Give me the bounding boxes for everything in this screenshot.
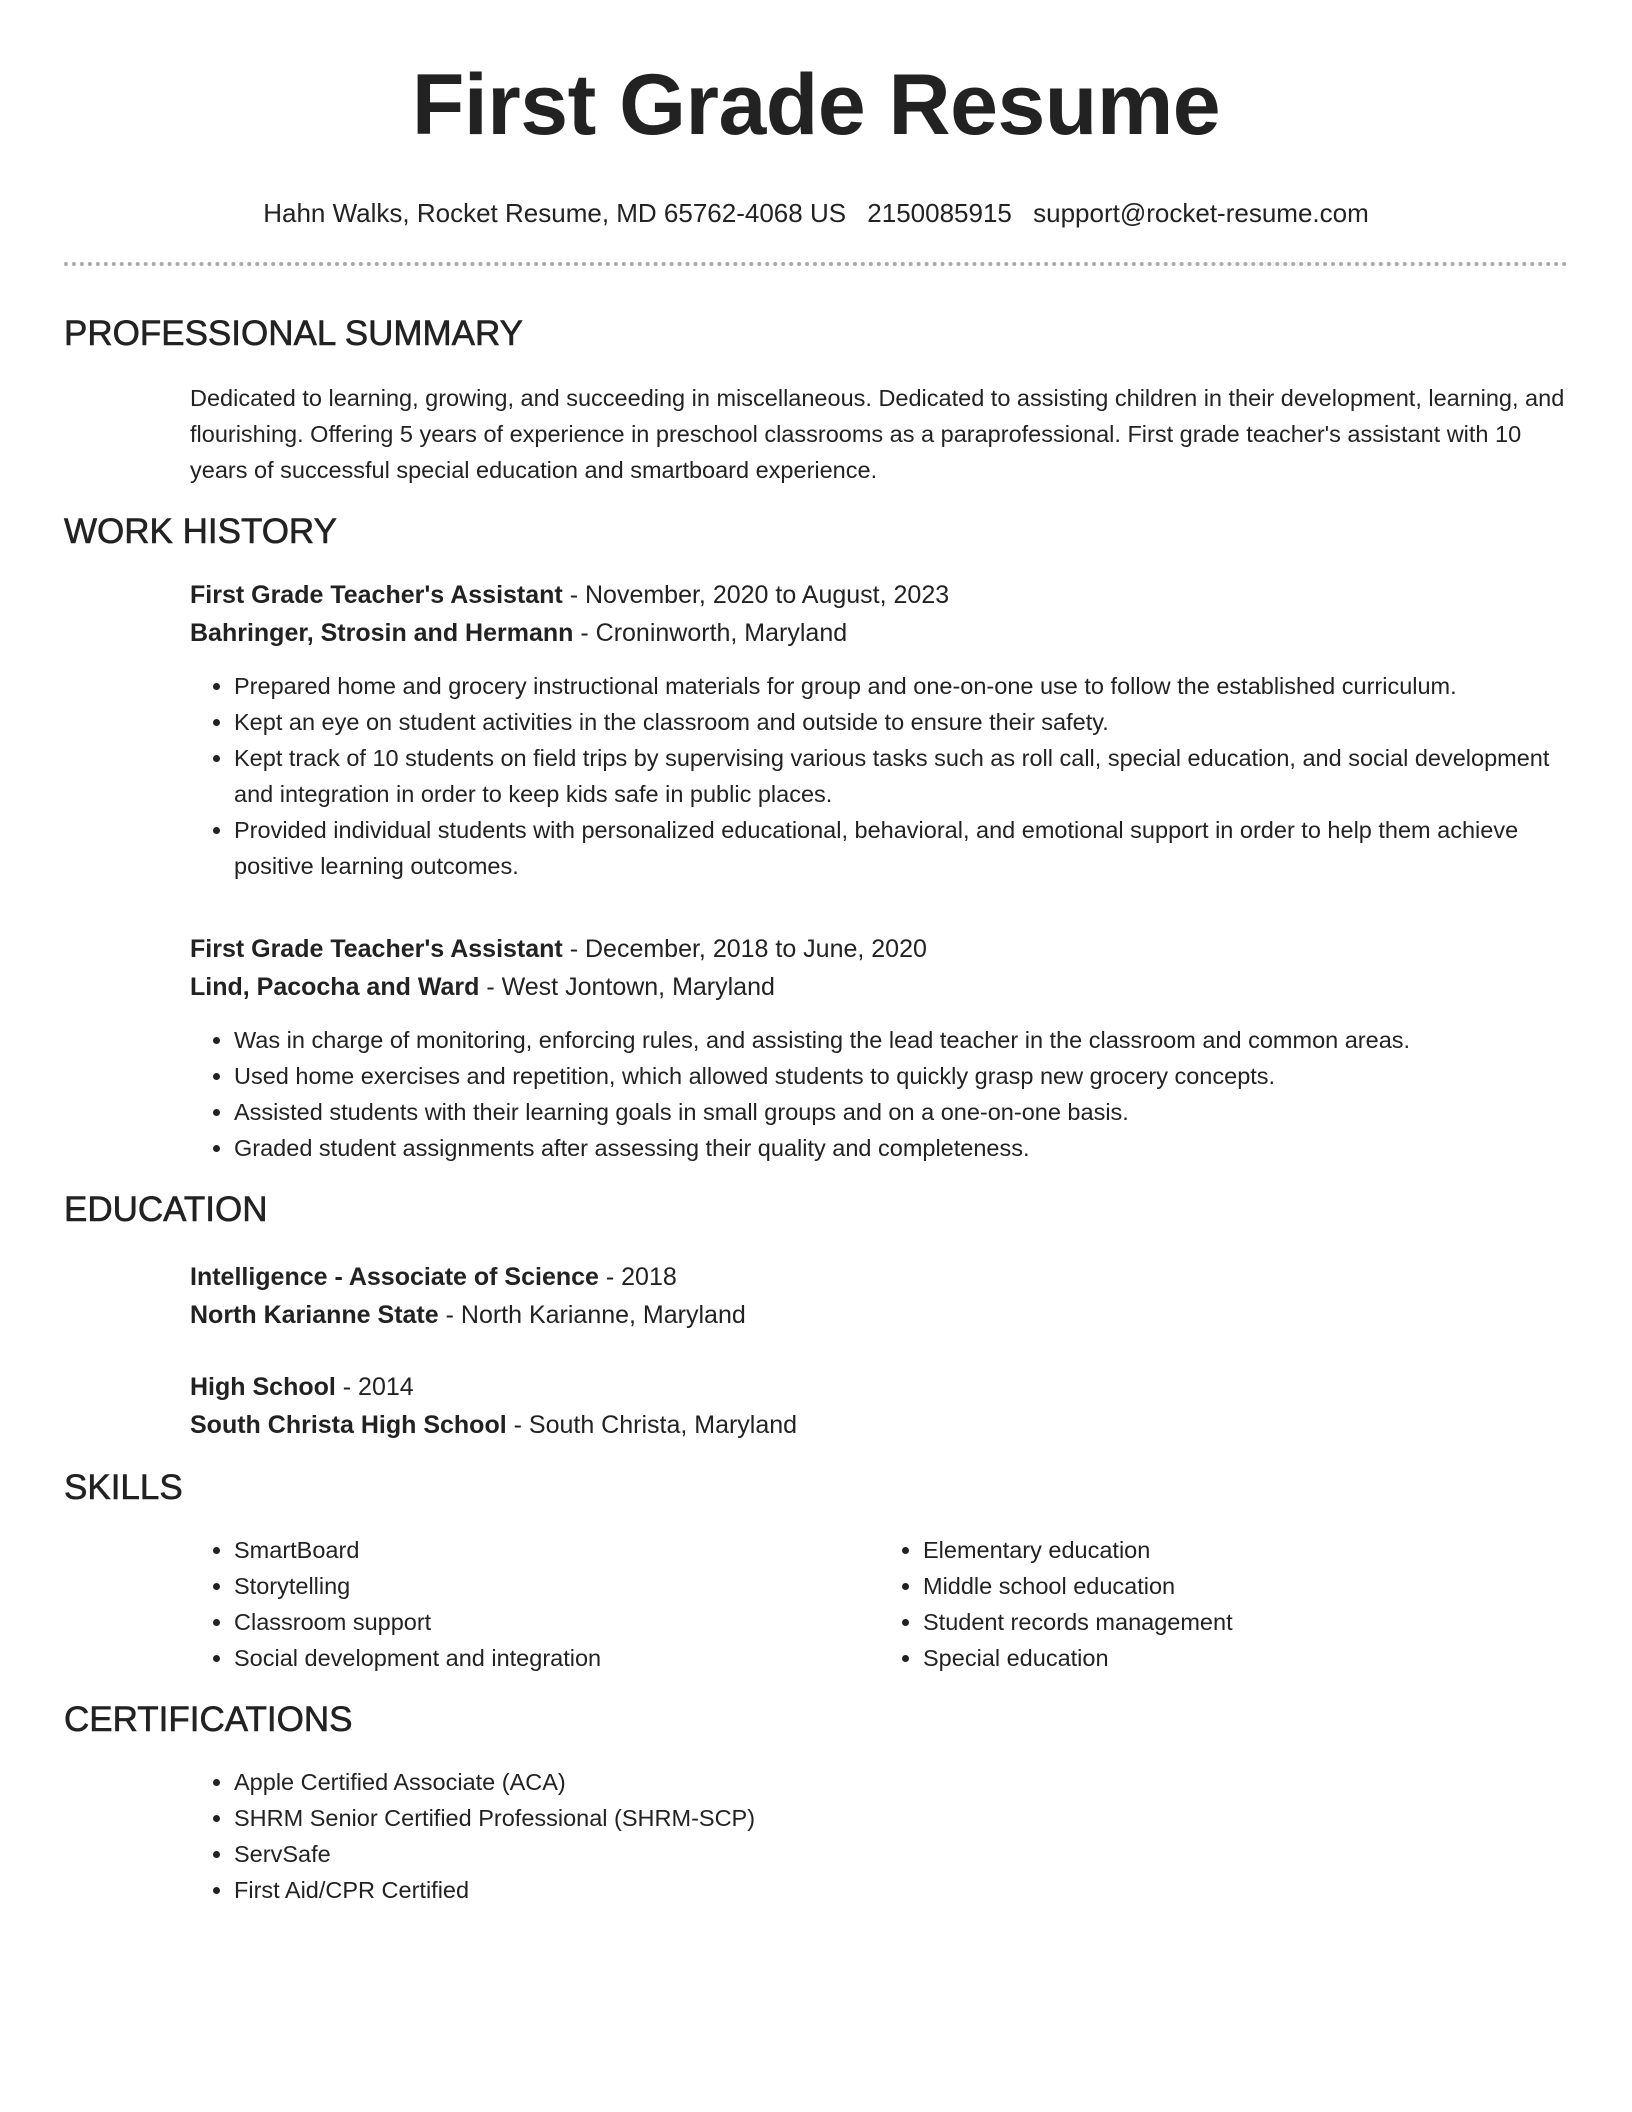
job-company-line — [190, 968, 1568, 1006]
contact-line — [64, 197, 1568, 229]
list-item: • Graded student assignments after assessing their quality and completeness. — [234, 1130, 1568, 1166]
list-item: • Social development and integration — [234, 1640, 879, 1676]
job-entry — [64, 576, 1568, 884]
education-school-line — [190, 1406, 1568, 1444]
list-item: • Was in charge of monitoring, enforcing rules, and assisting the lead teacher in the classroom and common areas. — [234, 1022, 1568, 1058]
job-title: First Grade Teacher's Assistant — [190, 581, 563, 609]
job-duties-list — [190, 1022, 1568, 1166]
certifications-heading: CERTIFICATIONS — [64, 1700, 353, 1739]
resume-title: First Grade Resume — [411, 57, 1221, 153]
education-heading: EDUCATION — [64, 1190, 268, 1229]
list-item: • First Aid/CPR Certified — [234, 1872, 1568, 1908]
list-item: • Prepared home and grocery instructional materials for group and one-on-one use to follow the established curriculum. — [234, 668, 1568, 704]
list-item: • Apple Certified Associate (ACA) — [234, 1764, 1568, 1800]
summary-text: Dedicated to learning, growing, and succeeding in miscellaneous. Dedicated to assisting children in their development, learning, and flourishing. Offering 5 years of experience in preschool classrooms as a paraprofessional. First grade teacher's assistant with 10 years of successful special education and smartboard experience. — [190, 385, 1565, 483]
summary-heading: PROFESSIONAL SUMMARY — [64, 314, 523, 353]
list-item: • ServSafe — [234, 1836, 1568, 1872]
skills-list-left — [190, 1532, 879, 1676]
job-duties-list — [190, 668, 1568, 884]
header-divider — [64, 262, 1568, 266]
contact-email: support@rocket-resume.com — [1033, 198, 1369, 228]
job-title: First Grade Teacher's Assistant — [190, 935, 563, 963]
education-location: - South Christa, Maryland — [506, 1411, 798, 1439]
job-company-line — [190, 614, 1568, 652]
list-item: • Student records management — [923, 1604, 1568, 1640]
certifications-section — [64, 1698, 1568, 1908]
skills-list-right — [879, 1532, 1568, 1676]
list-item: • Classroom support — [234, 1604, 879, 1640]
education-school-line — [190, 1296, 1568, 1334]
job-company: Lind, Pacocha and Ward — [190, 973, 480, 1001]
work-history-section — [64, 510, 1568, 1166]
skills-heading: SKILLS — [64, 1468, 183, 1507]
list-item: • Elementary education — [923, 1532, 1568, 1568]
work-history-heading: WORK HISTORY — [64, 512, 337, 551]
education-degree-line — [190, 1368, 1568, 1406]
job-company: Bahringer, Strosin and Hermann — [190, 619, 574, 647]
list-item: • SmartBoard — [234, 1532, 879, 1568]
education-degree: High School — [190, 1373, 336, 1401]
list-item: • Kept track of 10 students on field trips by supervising various tasks such as roll call, special education, and social development and integration in order to keep kids safe in public places. — [234, 740, 1568, 812]
education-section — [64, 1188, 1568, 1444]
job-location: - Croninworth, Maryland — [573, 619, 848, 647]
education-year: - 2014 — [335, 1373, 414, 1401]
education-location: - North Karianne, Maryland — [438, 1301, 746, 1329]
job-dates: - December, 2018 to June, 2020 — [562, 935, 927, 963]
education-degree-line — [190, 1258, 1568, 1296]
list-item: • Kept an eye on student activities in the classroom and outside to ensure their safety. — [234, 704, 1568, 740]
list-item: • Provided individual students with personalized educational, behavioral, and emotional support in order to help them achieve positive learning outcomes. — [234, 812, 1568, 884]
education-school: North Karianne State — [190, 1301, 439, 1329]
skills-grid — [64, 1532, 1568, 1676]
list-item: • SHRM Senior Certified Professional (SHRM-SCP) — [234, 1800, 1568, 1836]
summary-section — [64, 312, 1568, 488]
job-title-line — [190, 930, 1568, 968]
education-degree: Intelligence - Associate of Science — [190, 1263, 599, 1291]
list-item: • Special education — [923, 1640, 1568, 1676]
certifications-list — [190, 1764, 1568, 1908]
skills-section — [64, 1466, 1568, 1676]
list-item: • Used home exercises and repetition, which allowed students to quickly grasp new grocery concepts. — [234, 1058, 1568, 1094]
list-item: • Middle school education — [923, 1568, 1568, 1604]
contact-phone: 2150085915 — [867, 198, 1012, 228]
list-item: • Assisted students with their learning goals in small groups and on a one-on-one basis. — [234, 1094, 1568, 1130]
list-item: • Storytelling — [234, 1568, 879, 1604]
job-dates: - November, 2020 to August, 2023 — [562, 581, 950, 609]
education-entry — [64, 1258, 1568, 1334]
job-entry — [64, 930, 1568, 1166]
education-entry — [64, 1368, 1568, 1444]
contact-address: Hahn Walks, Rocket Resume, MD 65762-4068 US — [263, 198, 847, 228]
job-location: - West Jontown, Maryland — [479, 973, 775, 1001]
education-school: South Christa High School — [190, 1411, 507, 1439]
education-year: - 2018 — [598, 1263, 677, 1291]
certifications-block — [64, 1764, 1568, 1908]
job-title-line — [190, 576, 1568, 614]
